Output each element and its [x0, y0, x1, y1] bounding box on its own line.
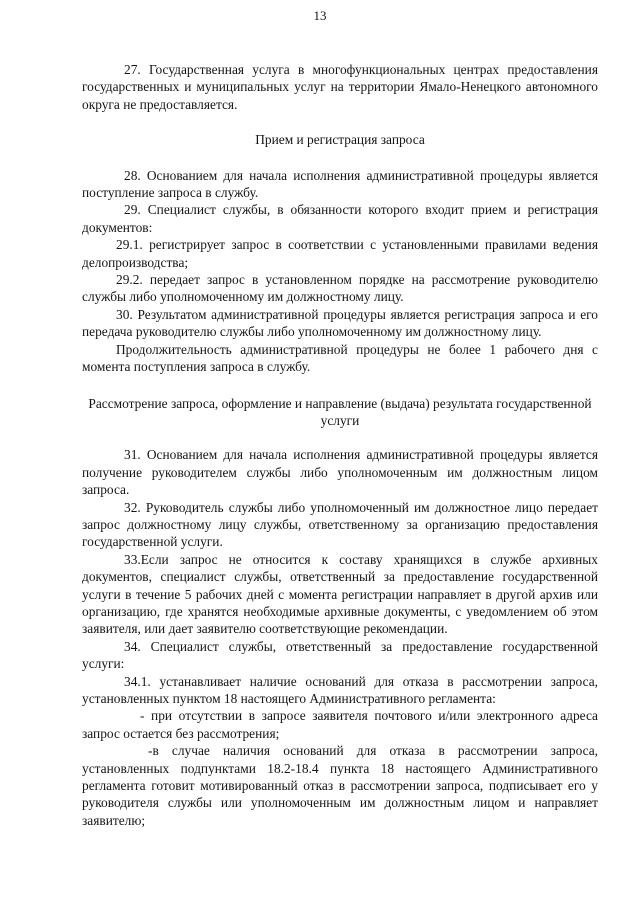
paragraph-duration: Продолжительность административной процедуры не более 1 рабочего дня с момента поступления запроса в службу. [82, 341, 598, 375]
paragraph-29: 29. Специалист службы, в обязанности которого входит прием и регистрация документов: [82, 202, 598, 235]
paragraph-34-1: 34.1. устанавливает наличие оснований для отказа в рассмотрении запроса, установленных пунктом 18 настоящего Административного регламента: [82, 673, 598, 706]
paragraph-27: 27. Государственная услуга в многофункциональных центрах предоставления государственных и муниципальных услуг на территории Ямало-Ненецкого автономного округа не предоставляется. [82, 62, 598, 112]
paragraph-31: 31. Основанием для начала исполнения административной процедуры является получение руководителем службы либо уполномоченным им должностным лицом запроса. [82, 447, 598, 498]
paragraph-refusal: -в случае наличия оснований для отказа в рассмотрении запроса, установленных подпунктами 18.2-18.4 пункта 18 настоящего Административного регламента готовит мотивированный отказ в рассмотрении запроса, подписывает его у руководителя службы или уполномоченным им должностным лицом и направляет заявителю; [82, 743, 598, 828]
paragraph-28: 28. Основанием для начала исполнения административной процедуры является поступление запроса в службу. [82, 167, 598, 201]
section-heading-reception: Прием и регистрация запроса [255, 132, 425, 148]
paragraph-34: 34. Специалист службы, ответственный за предоставление государственной услуги: [82, 638, 598, 672]
paragraph-32: 32. Руководитель службы либо уполномоченный им должностное лицо передает запрос должностному лицу службы, ответственному за организацию предоставления государственной услуги. [82, 499, 598, 550]
page-number: 13 [313, 8, 327, 23]
document-body [82, 61, 598, 829]
paragraph-33: 33.Если запрос не относится к составу хранящихся в службе архивных документов, специалист службы, ответственный за предоставление государственной услуги в течение 5 рабочих дней с момента регистрации направляет в другой архив или организацию, где хранятся необходимые архивные документы, с уведомлением об этом заявителя, или дает заявителю соответствующие рекомендации. [82, 551, 598, 637]
paragraph-29-2: 29.2. передает запрос в установленном порядке на рассмотрение руководителю службы либо уполномоченному им должностному лицу. [82, 272, 598, 305]
paragraph-29-1: 29.1. регистрирует запрос в соответствии с установленными правилами ведения делопроизводства; [82, 237, 598, 270]
section-heading-review: Рассмотрение запроса, оформление и направление (выдача) результата государственной услуги [88, 395, 592, 428]
paragraph-no-address: - при отсутствии в запросе заявителя почтового и/или электронного адреса запрос остается без рассмотрения; [82, 708, 598, 741]
paragraph-30: 30. Результатом административной процедуры является регистрация запроса и его передача руководителю службы либо уполномоченному им должностному лицу. [82, 306, 598, 340]
